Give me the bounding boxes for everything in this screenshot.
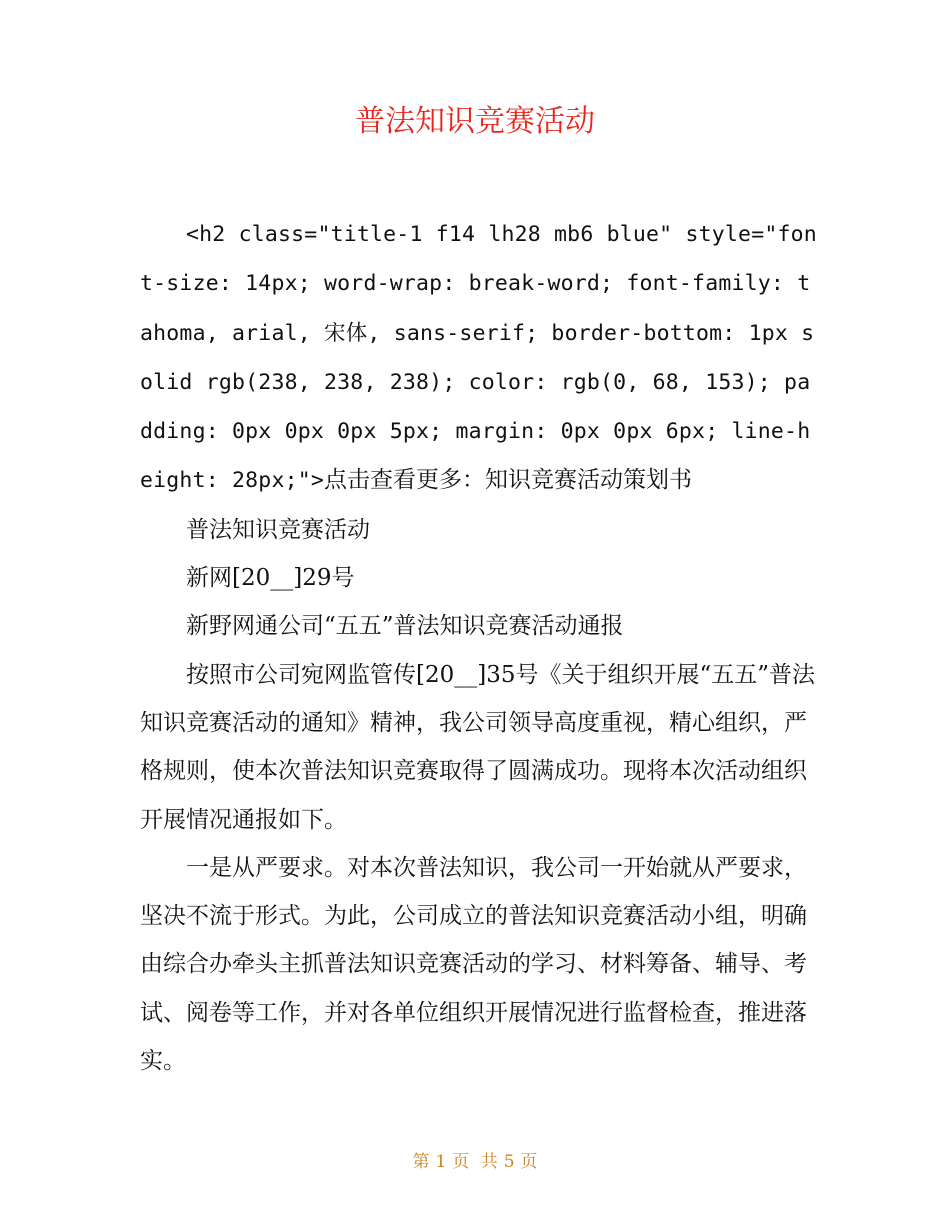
- document-title: 普法知识竞赛活动: [355, 104, 595, 139]
- footer-suffix: 页: [520, 1152, 538, 1172]
- page-footer: [0, 1148, 950, 1176]
- paragraph-point-one: 一是从严要求。对本次普法知识，我公司一开始就从严要求，坚决不流于形式。为此，公司成立的普法知识竞赛活动小组，明确由综合办牵头主抓普法知识竞赛活动的学习、材料筹备、辅导、考试、阅卷等工作，并对各单位组织开展情况进行监督检查，推进落实。: [140, 854, 807, 1075]
- footer-middle: 页 共: [452, 1152, 498, 1172]
- html-code-snippet: <h2 class="title-1 f14 lh28 mb6 blue" style="font-size: 14px; word-wrap: break-word; font-family: tahoma, arial, 宋体, sans-serif; border-bottom: 1px solid rgb(238, 238, 238); color: rgb(0, 68, 153); padding: 0px 0px 0px 5px; margin: 0px 0px 6px; line-height: 28px;">: [140, 222, 817, 494]
- paragraph-doc-number: 新网[20__]29号: [186, 565, 355, 592]
- paragraph-intro: 按照市公司宛网监管传[20__]35号《关于组织开展“五五”普法知识竞赛活动的通知》精神，我公司领导高度重视，精心组织，严格规则，使本次普法知识竞赛取得了圆满成功。现将本次活动组织开展情况通报如下。: [140, 661, 815, 833]
- paragraph-html-snippet: [140, 210, 822, 506]
- document-body: [140, 210, 822, 1085]
- footer-prefix: 第: [412, 1152, 430, 1172]
- paragraph-notice-title: 新野网通公司“五五”普法知识竞赛活动通报: [186, 613, 624, 640]
- paragraph-heading: 普法知识竞赛活动: [186, 516, 370, 543]
- footer-total-pages: 5: [503, 1152, 515, 1172]
- footer-page-number: 1: [435, 1152, 447, 1172]
- more-link-text: 点击查看更多：知识竞赛活动策划书: [324, 467, 693, 494]
